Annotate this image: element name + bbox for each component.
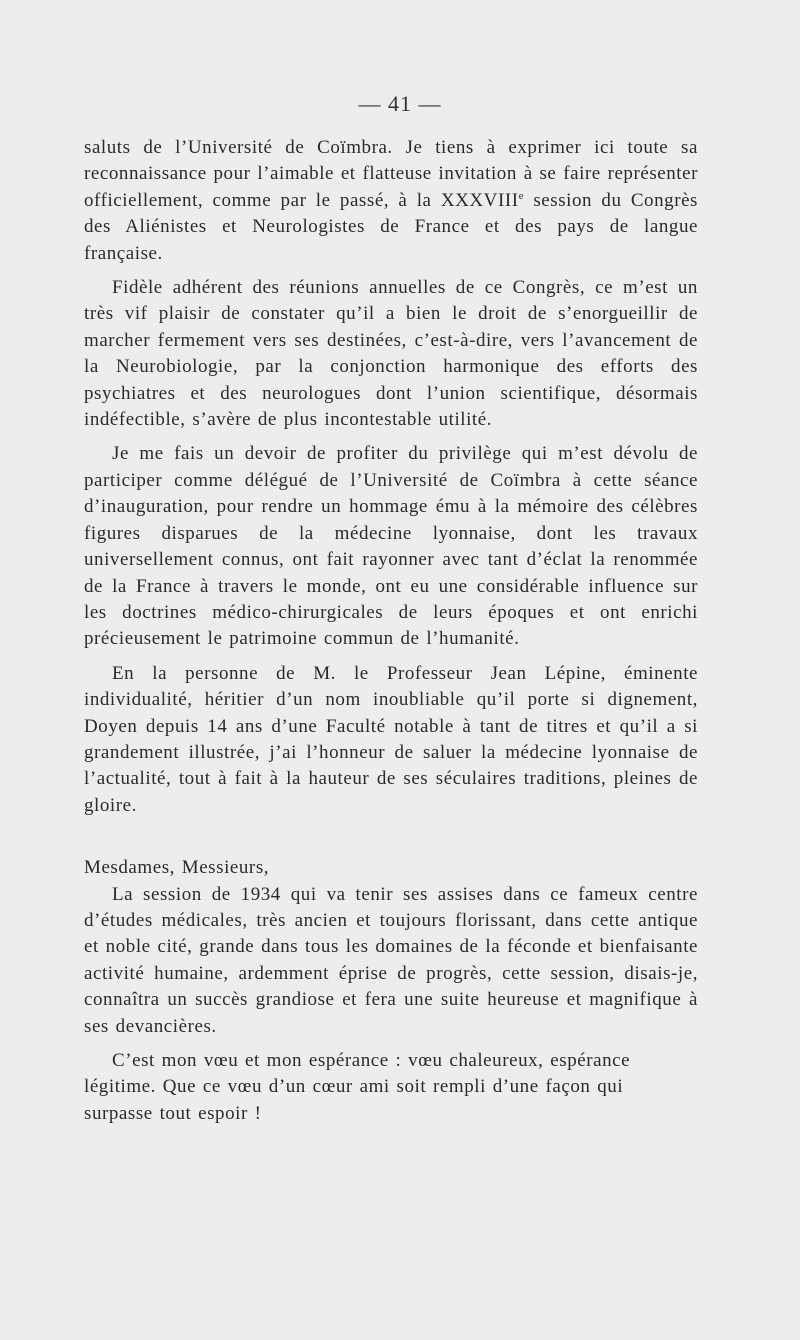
salutation: Mesdames, Messieurs, <box>84 857 270 879</box>
body-text <box>84 135 698 1127</box>
paragraph-text: session du Congrès des Aliénistes et Neurologistes de France et des pays de langue française. <box>84 189 698 264</box>
paragraph-continuation <box>84 135 698 267</box>
paragraph-congres: Fidèle adhérent des réunions annuelles de ce Congrès, ce m’est un très vif plaisir de constater qu’il a bien le droit de s’enorgueillir de marcher fermement vers ses destinées, c’est-à-dire, vers l’avancement de la Neurobiologie, par la conjonction harmonique des efforts des psychiatres et des neurologues dont l’union scientifique, désormais indéfectible, s’avère de plus incontestable utilité. <box>84 277 698 431</box>
paragraph-text: saluts de l’Université de Coïmbra. Je tiens à exprimer ici toute sa reconnaissance pour l’aimable et flatteuse invitation à se faire représenter officiellement, comme par le passé, à la XXXVIII <box>84 137 698 211</box>
page-number: — 41 — <box>358 91 442 116</box>
ordinal-superscript: e <box>518 189 525 202</box>
paragraph-lepine: En la personne de M. le Professeur Jean Lépine, éminente individualité, héritier d’un nom inoubliable qu’il porte si dignement, Doyen depuis 14 ans d’une Faculté notable à tant de titres et qu’il a si grandement illustrée, j’ai l’honneur de saluer la médecine lyonnaise de l’actualité, tout à fait à la hauteur de ses séculaires traditions, pleines de gloire. <box>84 662 698 816</box>
paragraph-hommage: Je me fais un devoir de profiter du privilège qui m’est dévolu de participer comme délégué de l’Université de Coïmbra à cette séance d’inauguration, pour rendre un hommage ému à la mémoire des célèbres figures disparues de la médecine lyonnaise, dont les travaux universellement connus, ont fait rayonner avec tant d’éclat la renommée de la France à travers le monde, ont eu une considérable influence sur les doctrines médico-chirurgicales de leurs époques et ont enrichi précieusement le patrimoine commun de l’humanité. <box>84 443 698 650</box>
paragraph-session-1934: La session de 1934 qui va tenir ses assises dans ce fameux centre d’études médicales, très ancien et toujours florissant, dans cette antique et noble cité, grande dans tous les domaines de la féconde et bienfaisante activité humaine, ardemment éprise de progrès, cette session, disais-je, connaîtra un succès grandiose et fera une suite heureuse et magnifique à ses devancières. <box>84 883 698 1037</box>
paragraph-voeu: C’est mon vœu et mon espérance : vœu chaleureux, espérance légitime. Que ce vœu d’un cœur ami soit rempli d’une façon qui surpasse tout espoir ! <box>84 1050 631 1124</box>
